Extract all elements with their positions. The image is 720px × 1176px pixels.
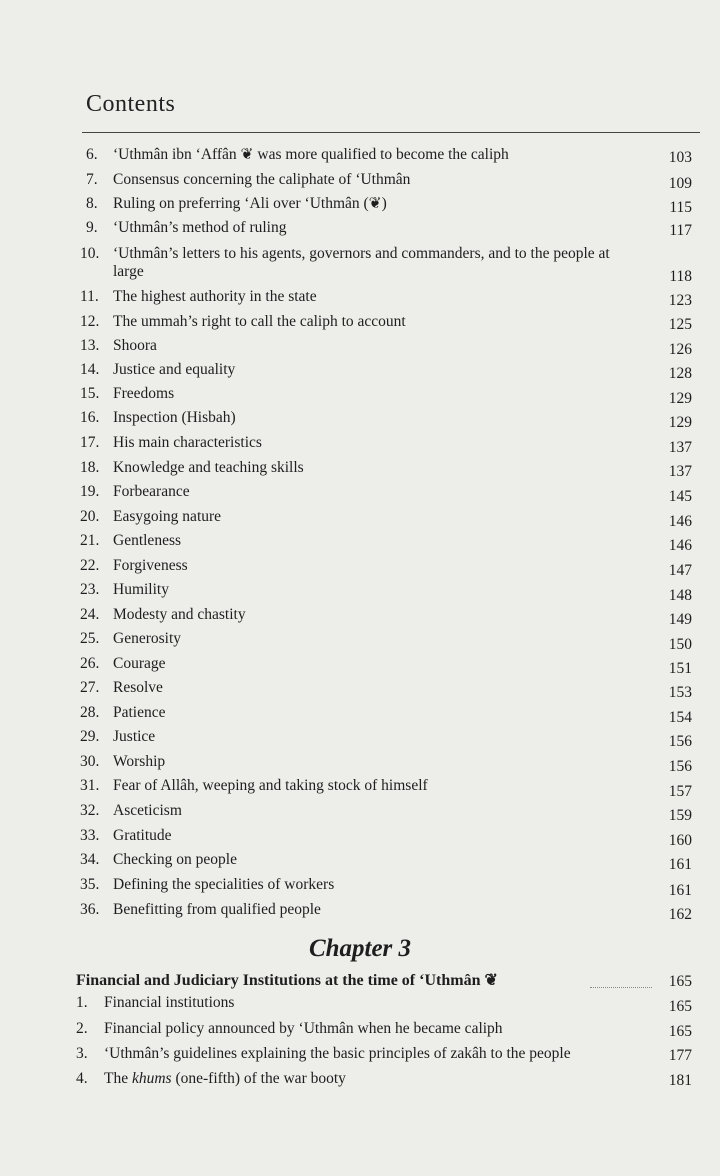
entry-title: Asceticism [113, 802, 182, 819]
entry-title: Financial policy announced by ‘Uthmân when he became caliph [104, 1020, 503, 1037]
entry-page-number: 159 [668, 807, 692, 824]
entry-number: 34. [80, 851, 100, 868]
entry-number: 31. [80, 777, 100, 794]
entry-page-number: 137 [668, 463, 692, 480]
entry-number: 11. [80, 288, 99, 305]
entry-title: Consensus concerning the caliphate of ‘Uthmân [113, 171, 411, 188]
entry-title: Shoora [113, 337, 157, 354]
entry-title: Forbearance [113, 483, 190, 500]
entry-number: 16. [80, 409, 100, 426]
entry-number: 14. [80, 361, 100, 378]
entry-page-number: 123 [668, 292, 692, 309]
entry-number: 1. [76, 994, 88, 1011]
entry-number: 23. [80, 581, 100, 598]
entry-title: Forgiveness [113, 557, 188, 574]
entry-page-number: 150 [668, 636, 692, 653]
entry-title: Justice [113, 728, 156, 745]
entry-number: 30. [80, 753, 100, 770]
entry-number: 10. [80, 245, 100, 262]
entry-page-number: 156 [668, 758, 692, 775]
entry-title: Gratitude [113, 827, 172, 844]
entry-page-number: 147 [668, 562, 692, 579]
entry-number: 32. [80, 802, 100, 819]
entry-page-number: 156 [668, 733, 692, 750]
section-page-number: 165 [668, 973, 692, 990]
entry-number: 3. [76, 1045, 88, 1062]
entry-title: Checking on people [113, 851, 237, 868]
entry-title [104, 1070, 649, 1087]
entry-page-number: 126 [668, 341, 692, 358]
entry-title: Knowledge and teaching skills [113, 459, 304, 476]
entry-title: ‘Uthmân’s letters to his agents, governors and commanders, and to the people at large [113, 245, 610, 280]
entry-number: 26. [80, 655, 100, 672]
entry-title: ‘Uthmân’s guidelines explaining the basic principles of zakâh to the people [104, 1045, 571, 1062]
entry-page-number: 162 [668, 906, 692, 923]
entry-page-number: 129 [668, 390, 692, 407]
entry-number: 19. [80, 483, 100, 500]
entry-number: 2. [76, 1020, 88, 1037]
entry-number: 15. [80, 385, 100, 402]
entry-title: Humility [113, 581, 169, 598]
entry-title: Courage [113, 655, 166, 672]
entry-number: 24. [80, 606, 100, 623]
entry-title: Justice and equality [113, 361, 236, 378]
entry-title: Easygoing nature [113, 508, 222, 525]
entry-page-number: 117 [669, 222, 692, 239]
entry-page-number: 151 [668, 660, 692, 677]
entry-page-number: 154 [668, 709, 692, 726]
entry-page-number: 125 [668, 316, 692, 333]
leader-dots [590, 987, 652, 988]
entry-number: 8. [86, 195, 98, 212]
entry-page-number: 161 [668, 856, 692, 873]
entry-number: 12. [80, 313, 100, 330]
entry-number: 28. [80, 704, 100, 721]
entry-title: Gentleness [113, 532, 182, 549]
entry-number: 27. [80, 679, 100, 696]
entry-page-number: 148 [668, 587, 692, 604]
entry-page-number: 153 [668, 684, 692, 701]
entry-page-number: 137 [668, 439, 692, 456]
entry-page-number: 160 [668, 832, 692, 849]
heading-rule [82, 132, 700, 133]
entry-page-number: 177 [668, 1047, 692, 1064]
entry-title: ‘Uthmân ibn ‘Affân ❦ was more qualified to become the caliph [113, 146, 509, 163]
entry-page-number: 157 [668, 783, 692, 800]
entry-number: 22. [80, 557, 100, 574]
entry-number: 9. [86, 219, 98, 236]
entry-page-number: 146 [668, 513, 692, 530]
entry-number: 35. [80, 876, 100, 893]
entry-title-italic: khums [131, 1070, 172, 1087]
entry-title: Financial institutions [104, 994, 235, 1011]
entry-page-number: 109 [668, 175, 692, 192]
entry-page-number: 145 [668, 488, 692, 505]
entry-page-number: 118 [669, 268, 692, 285]
entry-title-prefix: The [104, 1070, 132, 1087]
page-heading: Contents [86, 91, 176, 117]
entry-page-number: 165 [668, 1023, 692, 1040]
entry-page-number: 146 [668, 537, 692, 554]
entry-number: 29. [80, 728, 100, 745]
entry-title: Ruling on preferring ‘Ali over ‘Uthmân (❦) [113, 195, 387, 212]
entry-title: ‘Uthmân’s method of ruling [113, 219, 287, 236]
entry-page-number: 129 [668, 414, 692, 431]
entry-title-suffix: (one-fifth) of the war booty [171, 1070, 346, 1087]
entry-title: Benefitting from qualified people [113, 901, 321, 918]
entry-title: Defining the specialities of workers [113, 876, 335, 893]
entry-number: 33. [80, 827, 100, 844]
entry-number: 18. [80, 459, 100, 476]
entry-number: 7. [86, 171, 98, 188]
entry-number: 36. [80, 901, 100, 918]
entry-title: Generosity [113, 630, 182, 647]
entry-number: 4. [76, 1070, 88, 1087]
entry-page-number: 161 [668, 882, 692, 899]
entry-number: 13. [80, 337, 100, 354]
entry-number: 20. [80, 508, 100, 525]
entry-title: Freedoms [113, 385, 175, 402]
entry-title: Resolve [113, 679, 163, 696]
entry-page-number: 128 [668, 365, 692, 382]
chapter-heading: Chapter 3 [308, 935, 412, 962]
entry-title: Modesty and chastity [113, 606, 246, 623]
entry-title: His main characteristics [113, 434, 262, 451]
entry-page-number: 115 [669, 199, 692, 216]
entry-page-number: 149 [668, 611, 692, 628]
entry-title: Patience [113, 704, 166, 721]
section-title: Financial and Judiciary Institutions at the time of ‘Uthmân ❦ [76, 972, 498, 989]
entry-title: Fear of Allâh, weeping and taking stock of himself [113, 777, 428, 794]
entry-title: The ummah’s right to call the caliph to account [113, 313, 406, 330]
entry-number: 17. [80, 434, 100, 451]
entry-number: 25. [80, 630, 100, 647]
entry-page-number: 181 [668, 1072, 692, 1089]
entry-title: The highest authority in the state [113, 288, 317, 305]
entry-page-number: 165 [668, 998, 692, 1015]
entry-number: 21. [80, 532, 100, 549]
entry-page-number: 103 [668, 149, 692, 166]
entry-number: 6. [86, 146, 98, 163]
entry-title: Worship [113, 753, 166, 770]
entry-title: Inspection (Hisbah) [113, 409, 236, 426]
